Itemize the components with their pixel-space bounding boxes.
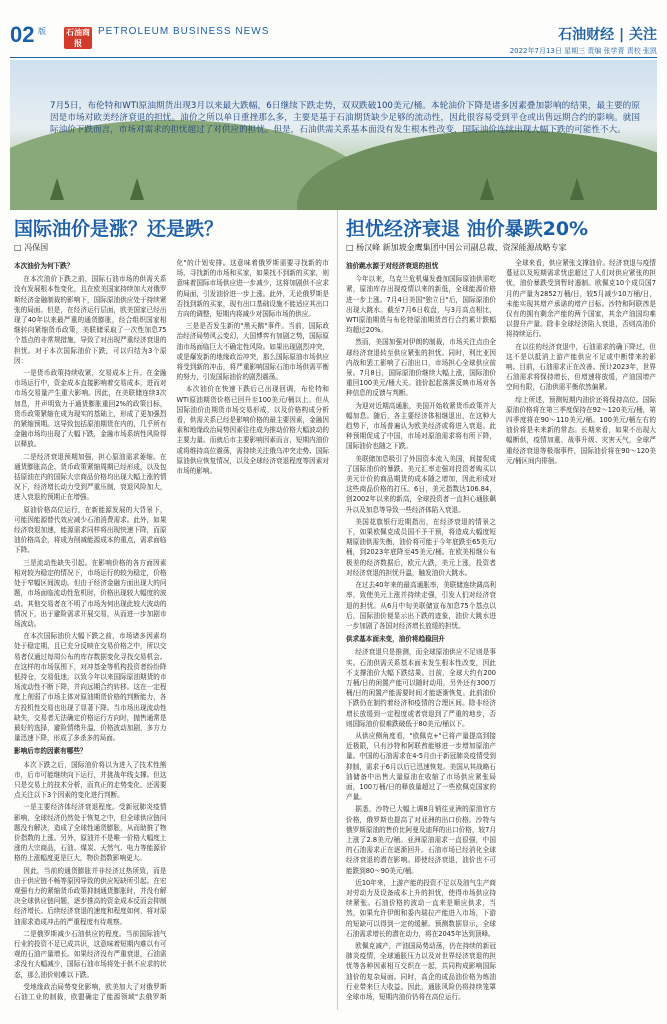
- paragraph: 本次油价在快速下跌后已出现回调，布伦特和WTI原油期货价格已回升至100美元/桶以上。但从国际油价由期货市场交易形成，以及价格构成分析看，供需关系已经是影响价格的最主要因素，金融因素和地缘政治局势因素往往成为推动价格大幅波动的主要力量。而就后市主要影响因素而言，短期内油价或将维持高位震荡，需持续关注俄乌冲突走势、国际原油供应恢复情况，以及全球经济衰退程度等因素对市场的影响。: [176, 385, 329, 476]
- left-article-title: 国际油价是涨？还是跌？: [14, 218, 224, 240]
- paragraph: 在本次油价下跌之前，国际石油市场的供需关系没有发展根本性变化，且在欧美国家持续加大对俄罗斯经济金融制裁的影响下，国际原油供应处于持续紧张的局面。但是，在经济运行层面，欧美国家已经出现了40年以来最严重的通货膨胀，经合组织国家相继转向紧缩货币政策，美联储采取了一次性加息75个基点的非常规措施，导致了对出现严重经济衰退的担忧。对于本次国际油价下跌，可以归结为3个原因：: [14, 275, 167, 365]
- paragraph: 今年以来，乌克兰危机爆发叠加国际原油供需吃紧，原油库存出现疫情以来的新低，全球能源价格进一步上涨。7月4日美国"独立日"后，国际原油价出现大跳水。截至7月6日收盘，与3月高点相比，WTI原油期货与布伦特原油期货首行合约累计跌幅均超过20%。: [346, 275, 496, 335]
- paragraph: 从供应侧角度看，"欧佩克+"已将产量提高到接近极限，只有沙特和阿联酋能够进一步增加原油产量。中国的石油需求在4-5月由于新冠肺炎疫情受到抑制，需求于6月以后已迅速恢复。美国从其战略石油储备中出售大量原油在收缩了市场供应紧张局面，100万桶/日的释放量超过了一些欧佩克国家的产量。: [346, 731, 496, 802]
- tree-icon: [570, 178, 584, 200]
- left-article-body: [14, 258, 329, 1008]
- newspaper-logo: 石油商报: [66, 28, 90, 48]
- page-header: [0, 0, 667, 60]
- paragraph: 一是主要经济体经济衰退程度。受新冠肺炎疫情影响，全球经济仍然处于恢复之中，但全球供应链问题没有解决，造成了全球性通货膨胀，从而助推了物价指数的上涨。另外，原油并不是唯一价格大幅度上涨的大宗商品，石油、煤炭、天然气、电力等能源价格的上涨幅度更是巨大，物价指数影响更大。: [14, 803, 167, 863]
- right-article-title: 担忧经济衰退 油价暴跌20%: [346, 218, 589, 240]
- paragraph: 原油价格高位运行，在新能源发展的大背景下，可能因能源替代效应减少石油消费需求。此外，如果经济衰退加速，能源需求同样将出现快速下降，而原油价格高企，将成为削减能源成本的重点，需求面临下降。: [14, 505, 167, 555]
- paragraph: 据悉，沙特已大幅上调8月销往亚洲的原油官方价格，俄罗斯也提高了对亚洲的出口价格。沙特与俄罗斯原油的售价比阿曼及迪拜的出口价格，较7月上涨了2.8美元/桶。亚洲原油需求一直很强，中国的石油需求正在逐渐回升。石油市场已经消化全球经济衰退的潜在影响。即使经济衰退，油价也不可能跌到80～90美元/桶。: [346, 805, 496, 875]
- tree-icon: [130, 178, 144, 200]
- tree-icon: [50, 178, 64, 200]
- lead-summary: 7月5日，布伦特和WTI原油期货出现3月以来最大跌幅，6日继续下跌走势，双双跌破100美元/桶。本轮油价下降是诸多因素叠加影响的结果，最主要的原因是市场对欧美经济衰退的担忧。油价之所以单日重挫那么多，主要是基于石油期货缺少足够的流动性，因此很容易受到平仓或出售远期合约的影响。就国际油价下跌而言，市场对需求的担忧超过了对供应的担忧。但是，石油供需关系基本面没有发生根本性改变，国际油价连续出现大幅下跌的可能性不大。: [50, 101, 640, 135]
- paragraph: 近10年来，上游产能的投资不足以及油气生产商对劳动力及设备成本上升的担忧，使得市场供应持续紧张。石油价格的波动一直来是顺应供求，当然，如果允许伊朗和委内瑞拉产能进入市场，下游的短缺可以得到一定的缓解。预测数据显示，全球石油需求增长的潜在动力，将在2045年达到顶峰。: [346, 878, 496, 938]
- header-rule: [10, 57, 657, 58]
- section-title: 石油财经 | 关注: [558, 27, 657, 43]
- paragraph: 在以往的经济衰退中，石油需求的确下降过，但这不是以抵消上游产能供应不足或中断带来的影响。目前，石油需求正在改善。预计2023年，世界石油需求将保持增长，但增速将放缓，产油国增产空间有限，石油供需平衡依然偏紧。: [506, 342, 656, 392]
- subheading: 油价跳水源于对经济衰退的担忧: [346, 262, 439, 270]
- column-divider: [337, 210, 338, 1010]
- paragraph: 三是是否发生新的"黑天鹅"事件。当前，国际政治经济局势风云变幻，大国博弈有加剧之势，国际原油市场面临巨大不确定性风险。如果出现剧烈冲突，或是爆发新的地缘政治冲突，那么国际原油市场供应将受到新的冲击，将严重影响国际石油市场供需平衡的努力，引发国际油价的剧烈震荡。: [176, 322, 329, 382]
- paragraph: 在本次国际油价大幅下跌之前，市场诸多因素均处于稳定期，且已充分反映在交易价格之中，所以交易者仅通过每周公布的库存数据变化寻找交易机会。在这样的市场氛围下，对冲基金等机构投资者纷纷降低持仓，交易低迷，以致今年以来国际原油期货的市场流动性不断下降，并向远期合约转移。这在一定程度上削弱了市场主体对原油期货价格的判断能力，各方投机性交易也出现了显著下降。当市场出现流动性缺失，交易者无法确定价格运行方向时，抛售通常是最好的选择，避险情绪升温，价格波动加剧，多方力量迅速下降，形成了多杀多的局面。: [14, 632, 167, 743]
- subheading: 供求基本面未变，油价将趋稳回升: [346, 635, 445, 644]
- hill-shape: [297, 130, 657, 210]
- paragraph: 本次下跌之后，国际油价将以为进入了技术性熊市，后市可能继续向下运行，并挑战年线支撑。但这只是交易上的技术分析，而真正的走势变化，还需要点关注以下3个因素的变化进行判断。: [14, 760, 167, 800]
- brand-name: PETROLEUM BUSINESS NEWS: [98, 26, 270, 37]
- paragraph: 全球来看，供应紧张支撑油价。经济衰退与疫情蔓延以及短期需求忧虑超过了人们对供应紧张的担忧，油价暴跌受到暂时遏制。欧佩克10个成员国7月的产量为2852万桶/日，较5月减少10万桶/日，未能实现其增产承诺的增产目标。沙特和阿联酋是仅有的拥有剩余产能的两个国家，其余产油国均难以提升产量。除非全球经济陷入衰退，否则高油价将持续运行。: [506, 259, 656, 339]
- paragraph: 三是流动性缺失引起。在影响价格的各方面因素相对较为稳定的情况下，市场运行的较为稳定，价格处于窄幅区间波动。但由于经济金融方面出现大的问题，市场面临流动性危机时，价格出现较大幅度的波动。其他交易者在不明了市场为何出现此较大波动的情况下，出于避险需求开展交易，从而进一步加剧市场波动。: [14, 558, 167, 628]
- landscape-banner: [10, 60, 657, 210]
- paragraph: 然而，美国加强对伊朗的制裁，市场关注点由全球经济衰退转至供应紧张的担忧。同时，利比亚因内战和罢工影响了石油出口，市场担心全球供应前景。7月8日，国际原油价继续大幅上涨，国际油价重回100美元/桶大关。油价起起落落反映市场对各种信息的反馈与判断。: [346, 338, 496, 398]
- subheading: 本次油价为何下跌？: [14, 262, 74, 270]
- right-article-body: [346, 258, 656, 1008]
- paragraph: 综上所述，预测短期内油价还将保持高位。国际原油价格将在第三季度保持在92～120美元/桶，第四季度将在90～110美元/桶。100美元/桶左右的油价将是未来新的常态。长期来看，如果不出现大幅断供，疫情加重、战事升级、灾害天气，全球严重经济衰退等极端事件，国际油价将在90～120美元/桶区间内徘徊。: [506, 395, 656, 465]
- left-article-author: □ 冯保国: [14, 243, 49, 252]
- paragraph: 因此，当前的通货膨胀并非经济过热所致，而是由于供应链不畅等原因导致的供应短缺所引起。在宏观强有力的紧缩货币政策抑制通货膨胀时，并没有解决全球供应链问题，逐步推高的资金成本反而会抑制经济增长。后续经济衰退的速度和程度如何，将对原油需求造成冲击的严重程度有待观察。: [14, 866, 167, 926]
- paragraph: 美联储加息吸引了外国资本流入美国，间接促成了国际油价的暴跌。美元汇率走强对投资者购买以美元计价的商品期货的成本随之增加，因此形成对这些商品价格的打压。6日，美元指数达106.84，创2002年以来的新高，全球投资者一直担心通胀飙升以及加息等导致一些经济体陷入衰退。: [346, 454, 496, 514]
- right-article-author: □ 杨汉峰 新加坡金鹰集团中国公司副总裁、资深能源战略专家: [346, 243, 567, 252]
- paragraph: 二是俄罗斯减少石油供应的程度。当前国际油气行业的投资不足已成共识，这意味着短期内难以有可观的石油产量增长。如果经济没有严重衰退，石油需求没有大幅减少，国际石油市场将处于供不应求的状态，那么油价则难以下跌。: [14, 929, 167, 979]
- paragraph: 二是经济衰退预期加强，担心原油需求萎缩。在通货膨胀高企、货币政策紧缩周期已经形成，以及包括原油在内的国际大宗商品价格均出现大幅上涨的情况下，经济增长动力受到严重压制，衰退风险加大，进入衰退的预期正在增强。: [14, 452, 167, 502]
- paragraph: 在过去40年来的最高通胀率，美联储连续调高利率，致使美元上涨并持续走强，引发人们对经济衰退的担忧。从6月中旬美联储宣布加息75个基点以后，国际油价便显示出下跌的迹象，油价大跳水进一步加剧了各国对经济增长放缓的担忧。: [346, 581, 496, 630]
- subheading: 影响后市的因素有哪些？: [14, 747, 87, 756]
- tree-icon: [480, 178, 494, 200]
- paragraph: 为迎对近期高通胀，美国开始收紧货币政策并大幅加息。随后，各主要经济体相继退出，在这种大趋势下，市场普遍认为欧美经济或将进入衰退。此种预期促成了中国，市场对原油需求将有所下降，国际油价也随之下跌。: [346, 401, 496, 451]
- paragraph: 欧佩克减产，产油国局势动荡，仍在持续的新冠肺炎疫情，全球通胀压力以及对世界经济衰退的担忧等各种因素相互交织在一起，共同构成影响国际油价的复杂局面。同时，高企的成品油价格为炼油行业带来巨大收益。因此，通胀风险仍将持续笼罩全球市场，短期内油价仍将在高位运行。: [346, 942, 496, 1002]
- page-number: 02: [10, 22, 35, 47]
- page-suffix: 版: [38, 27, 46, 36]
- paragraph: 美国花旗银行近期指出，在经济衰退的情景之下，如果欧佩克成员国不予干预，将造成大幅度短期原油供需失衡，油价将可能于今年底跌至65美元/桶，到2023年底降至45美元/桶。在欧美相继公布极差的经济数据后，欧元大跌，美元上涨，投资者对经济衰退的担忧升温，触发油价大跳水。: [346, 517, 496, 577]
- paragraph: 一是货币政策持续收紧，交易成本上升。在金融市场运行中，资金成本直接影响着交易成本，进而对市场交易量产生重大影响。因此，在美联储连续3次加息，并声明致力于通货膨胀重回2%的政策目标，货币政策紧缩在成为现实的基础上，形成了更加强烈的紧缩预期。这导致包括原油期货在内的，几乎所有金融市场均出现了大幅下跌，金融市场系统性风险得以释放。: [14, 369, 167, 449]
- paragraph: 经济衰退只是推测，而全球原油供应不足则是事实。石油供需关系基本面未发生根本性改变，因此不支撑油价大幅下跌结果。目前，全球大约有200万桶/日的闲置产能可以随时动用，另外还有300万桶/日的闲置产能需要时间才能逐渐恢复。此前油价下跌仍在制约着经济和疫情的合理区间。除非经济增长放缓到一定程度或者衰退到了严重的地步，否则国际油价很难跌破低于80美元/桶以下。: [346, 648, 496, 728]
- dateline: 2022年7月13日 星期三 责编 张学青 责校 张凯: [509, 47, 657, 55]
- paragraph: 受地缘政治局势变化影响，欧美加大了对俄罗斯石油工业的制裁，欧盟确定了能源领域"去俄罗斯化"的计划安排。这意味着俄罗斯需要寻找新的市场，寻找新的市场和买家，如果找不到新的买家，则意味着国际市场供应进一步减少，这将加剧供不应求的局面，引发油价进一步上涨。此外，无论俄罗斯是否找到新的买家，现有出口基础设施不能适应其出口方向的调整，短期内将减少对国际市场的供应。: [14, 259, 329, 1002]
